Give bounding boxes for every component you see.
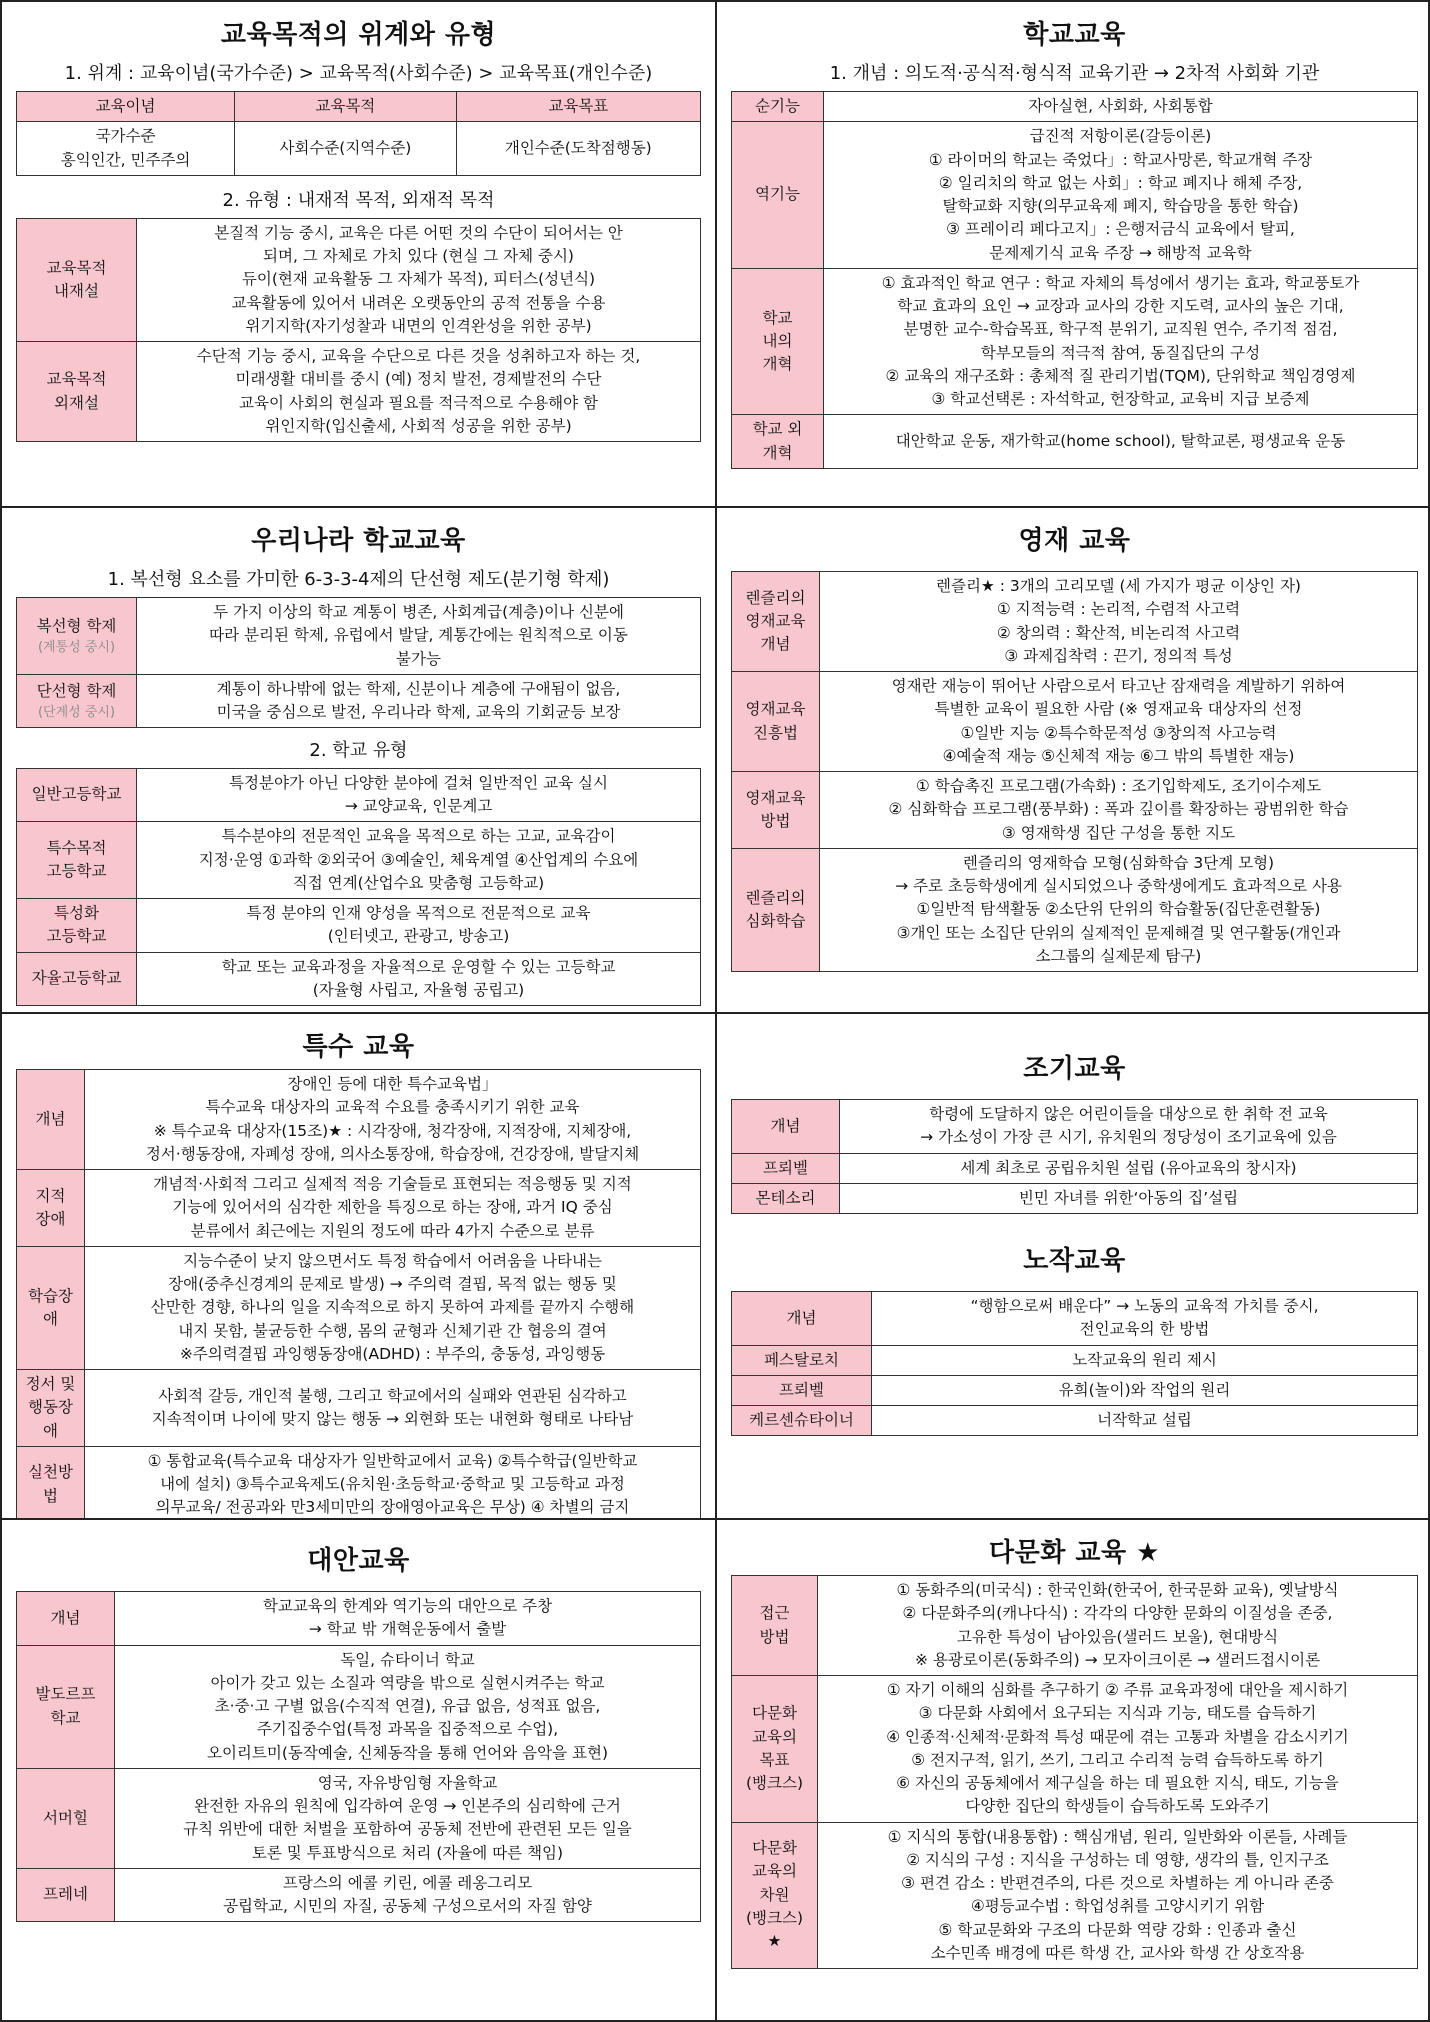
row-label: 실천방법 bbox=[17, 1446, 85, 1520]
table-row bbox=[17, 899, 701, 953]
table-row bbox=[732, 1375, 1418, 1405]
row-label: 다문화 교육의 차원 (뱅크스) ★ bbox=[732, 1822, 818, 1969]
table-row bbox=[17, 1070, 701, 1170]
table-row bbox=[17, 1246, 701, 1369]
panel-title: 교육목적의 위계와 유형 bbox=[220, 20, 497, 50]
row-text: 개념적·사회적 그리고 실제적 적응 기술들로 표현되는 적응행동 및 지적 기능에 있어서의 심각한 제한을 특징으로 하는 장애, 과거 IQ 중심 분류에서 최근에는 지원의 정도에 따라 4가지 수준으로 분류 bbox=[85, 1170, 701, 1247]
row-text: ① 통합교육(특수교육 대상자가 일반학교에서 교육) ②특수학급(일반학교 내에 설치) ③특수교육제도(유치원·초등학교·중학교 및 고등학교 과정 의무교육/ 전공과와 만3세미만의 장애영아교육은 무상) ④ 차별의 금지 bbox=[85, 1446, 701, 1520]
row-label: 일반고등학교 bbox=[17, 768, 137, 822]
table-row bbox=[17, 822, 701, 899]
row-text: 유희(놀이)와 작업의 원리 bbox=[872, 1375, 1418, 1405]
row-text: 빈민 자녀를 위한‘아동의 집’설립 bbox=[840, 1183, 1418, 1213]
row-label: 렌즐리의 영재교육 개념 bbox=[732, 572, 820, 672]
table-row bbox=[17, 1592, 701, 1646]
row-text: 독일, 슈타이너 학교 아이가 갖고 있는 소질과 역량을 밖으로 실현시켜주는 학교 초·중·고 구별 없음(수직적 연결), 유급 없음, 성적표 없음, 주기집중수업(특정 과목을 집중적으로 수업), 오이리트미(동작예술, 신체동작을 통해 언어와 음악을 표현) bbox=[115, 1645, 701, 1768]
panel-title: 대안교육 bbox=[307, 1546, 410, 1576]
row-label: 케르센슈타이너 bbox=[732, 1406, 872, 1436]
row-label: 특성화 고등학교 bbox=[17, 899, 137, 953]
row-label: 학습장애 bbox=[17, 1246, 85, 1369]
row-text: 대안학교 운동, 재가학교(home school), 탈학교론, 평생교육 운동 bbox=[824, 415, 1418, 469]
row-label: 교육목적 외재설 bbox=[17, 342, 137, 442]
row-text: ① 자기 이해의 심화를 추구하기 ② 주류 교육과정에 대안을 제시하기 ③ 다문화 사회에서 요구되는 지식과 기능, 태도를 습득하기 ④ 인종적·신체적·문화적 특성 때문에 겪는 고통과 차별을 감소시키기 ⑤ 전지구적, 읽기, 쓰기, 그리고 수리적 능력 습득하도록 하기 ⑥ 자신의 공동체에서 제구실을 하는 데 필요한 지식, 태도, 기능을 다양한 집단의 학생들이 습득하도록 도와주기 bbox=[818, 1676, 1418, 1823]
row-label: 페스탈로치 bbox=[732, 1345, 872, 1375]
row-text: 지능수준이 낮지 않으면서도 특정 학습에서 어려움을 나타내는 장애(중추신경계의 문제로 발생) → 주의력 결핍, 목적 없는 행동 및 산만한 경향, 하나의 일을 지속적으로 하지 못하여 과제를 끝까지 수행해 내지 못함, 불균등한 수행, 몸의 균형과 신체기관 간 협응의 결여 ※주의력결핍 과잉행동장애(ADHD) : 부주의, 충동성, 과잉행동 bbox=[85, 1246, 701, 1369]
gifted-table bbox=[731, 571, 1418, 972]
table-row bbox=[17, 1370, 701, 1447]
table-row bbox=[732, 1576, 1418, 1676]
multicultural-table bbox=[731, 1575, 1418, 1969]
row-label: 프뢰벨 bbox=[732, 1153, 840, 1183]
row-label: 몬테소리 bbox=[732, 1183, 840, 1213]
row-text: 학령에 도달하지 않은 어린이들을 대상으로 한 취학 전 교육 → 가소성이 가장 큰 시기, 유치원의 정당성이 조기교육에 있음 bbox=[840, 1100, 1418, 1154]
row-label: 개념 bbox=[732, 1100, 840, 1154]
row-text: 두 가지 이상의 학교 계통이 병존, 사회계급(계층)이나 신분에 따라 분리된 학제, 유럽에서 발달, 계통간에는 원칙적으로 이동 불가능 bbox=[137, 598, 701, 675]
table-header: 교육목표 bbox=[456, 92, 700, 122]
row-text: ① 지식의 통합(내용통합) : 핵심개념, 원리, 일반화와 이론들, 사례들 ② 지식의 구성 : 지식을 구성하는 데 영향, 생각의 틀, 인지구조 ③ 편견 감소 : 반편견주의, 다른 것으로 차별하는 게 아니라 존중 ④평등교수법 : 학업성취를 고양시키기 위함 ⑤ 학교문화와 구조의 다문화 역량 강화 : 인종과 출신 소수민족 배경에 따른 학생 간, 교사와 학생 간 상호작용 bbox=[818, 1822, 1418, 1969]
table-row bbox=[732, 122, 1418, 269]
row-label: 영재교육 방법 bbox=[732, 772, 820, 849]
table-row bbox=[732, 1153, 1418, 1183]
hierarchy-table bbox=[16, 91, 701, 176]
row-text: ① 효과적인 학교 연구 : 학교 자체의 특성에서 생기는 효과, 학교풍토가 학교 효과의 요인 → 교장과 교사의 강한 지도력, 교사의 높은 기대, 분명한 교수-학습목표, 학구적 분위기, 교직원 연수, 주기적 점검, 학부모들의 적극적 참여, 동질집단의 구성 ② 교육의 재구조화 : 총체적 질 관리기법(TQM), 단위학교 책임경영제 ③ 학교선택론 : 자석학교, 헌장학교, 교육비 지급 보증제 bbox=[824, 268, 1418, 415]
table-row bbox=[732, 1183, 1418, 1213]
row-text: 노작교육의 원리 제시 bbox=[872, 1345, 1418, 1375]
table-row bbox=[732, 572, 1418, 672]
panel-title: 특수 교육 bbox=[302, 1032, 415, 1062]
row-label: 발도르프 학교 bbox=[17, 1645, 115, 1768]
labor-education-table bbox=[731, 1291, 1418, 1436]
row-label bbox=[17, 674, 137, 728]
panel-multicultural-education bbox=[717, 1520, 1430, 2022]
row-label: 자율고등학교 bbox=[17, 952, 137, 1006]
row-text: “행함으로써 배운다” → 노동의 교육적 가치를 중시, 전인교육의 한 방법 bbox=[872, 1292, 1418, 1346]
row-label: 특수목적 고등학교 bbox=[17, 822, 137, 899]
type-line: 2. 유형 : 내재적 목적, 외재적 목적 bbox=[222, 189, 495, 211]
row-text: 프랑스의 에콜 키린, 에콜 레옹그리모 공립학교, 시민의 자질, 공동체 구성으로서의 자질 함양 bbox=[115, 1868, 701, 1922]
panel-title: 영재 교육 bbox=[1018, 526, 1131, 556]
school-function-table bbox=[731, 91, 1418, 469]
panel-title: 우리나라 학교교육 bbox=[251, 526, 466, 556]
row-text: 자아실현, 사회화, 사회통합 bbox=[824, 92, 1418, 122]
panel-korean-school-system bbox=[2, 508, 717, 1014]
row-label: 접근 방법 bbox=[732, 1576, 818, 1676]
panel-gifted-education bbox=[717, 508, 1430, 1014]
purpose-type-table bbox=[16, 218, 701, 442]
row-label: 개념 bbox=[17, 1592, 115, 1646]
table-row bbox=[17, 1446, 701, 1520]
table-row bbox=[732, 1345, 1418, 1375]
row-text: 수단적 기능 중시, 교육을 수단으로 다른 것을 성취하고자 하는 것, 미래생활 대비를 중시 (예) 정치 발전, 경제발전의 수단 교육이 사회의 현실과 필요를 적극적으로 수용해야 함 위인지학(입신출세, 사회적 성공을 위한 공부) bbox=[137, 342, 701, 442]
row-text: 특정 분야의 인재 양성을 목적으로 전문적으로 교육 (인터넷고, 관광고, 방송고) bbox=[137, 899, 701, 953]
table-cell: 사회수준(지역수준) bbox=[235, 122, 457, 176]
row-label: 역기능 bbox=[732, 122, 824, 269]
row-label: 렌즐리의 심화학습 bbox=[732, 848, 820, 971]
row-text: 세계 최초로 공립유치원 설립 (유아교육의 창시자) bbox=[840, 1153, 1418, 1183]
table-row bbox=[732, 772, 1418, 849]
table-row bbox=[732, 1292, 1418, 1346]
row-text: 본질적 기능 중시, 교육은 다른 어떤 것의 수단이 되어서는 안 되며, 그 자체로 가치 있다 (현실 그 자체 중시) 듀이(현재 교육활동 그 자체가 목적), 피터스(성년식) 교육활동에 있어서 내려온 오랫동안의 공적 전통을 수용 위기지학(자기성찰과 내면의 인격완성을 위한 공부) bbox=[137, 218, 701, 341]
row-text: 렌즐리의 영재학습 모형(심화학습 3단계 모형) → 주로 초등학생에게 실시되었으나 중학생에게도 효과적으로 사용 ①일반적 탐색활동 ②소단위 단위의 학습활동(집단훈련활동) ③개인 또는 소집단 단위의 실제적인 문제해결 및 연구활동(개인과 소그룹의 실제문제 탐구) bbox=[820, 848, 1418, 971]
row-label: 영재교육 진흥법 bbox=[732, 672, 820, 772]
panel-school-education bbox=[717, 2, 1430, 508]
row-text: 사회적 갈등, 개인적 불행, 그리고 학교에서의 실패와 연관된 심각하고 지속적이며 나이에 맞지 않는 행동 → 외현화 또는 내현화 형태로 나타남 bbox=[85, 1370, 701, 1447]
row-text: 특수분야의 전문적인 교육을 목적으로 하는 고교, 교육감이 지정·운영 ①과학 ②외국어 ③예술인, 체육계열 ④산업계의 수요에 직접 연계(산업수요 맞춤형 고등학교) bbox=[137, 822, 701, 899]
row-label bbox=[17, 598, 137, 675]
panel-title: 학교교육 bbox=[1023, 20, 1126, 50]
table-row bbox=[732, 415, 1418, 469]
table-cell: 국가수준 홍익인간, 민주주의 bbox=[17, 122, 235, 176]
table-header: 교육이념 bbox=[17, 92, 235, 122]
panel-education-purpose bbox=[2, 2, 717, 508]
concept-line: 1. 개념 : 의도적·공식적·형식적 교육기관 → 2차적 사회화 기관 bbox=[829, 63, 1320, 84]
row-label-main: 복선형 학제 bbox=[36, 616, 117, 635]
early-education-table bbox=[731, 1099, 1418, 1214]
table-row bbox=[17, 768, 701, 822]
special-table bbox=[16, 1069, 701, 1520]
alternative-table bbox=[16, 1591, 701, 1922]
row-text: 학교교육의 한계와 역기능의 대안으로 주창 → 학교 밖 개혁운동에서 출발 bbox=[115, 1592, 701, 1646]
panel-alternative-education bbox=[2, 1520, 717, 2022]
table-row bbox=[732, 1676, 1418, 1823]
table-row bbox=[732, 672, 1418, 772]
row-text: 영재란 재능이 뛰어난 사람으로서 타고난 잠재력을 계발하기 위하여 특별한 교육이 필요한 사람 (※ 영재교육 대상자의 선정 ①일반 지능 ②특수학문적성 ③창의적 사고능력 ④예술적 재능 ⑤신체적 재능 ⑥그 밖의 특별한 재능) bbox=[820, 672, 1418, 772]
row-label-sub: (계통성 중시) bbox=[37, 639, 116, 655]
row-text: 특정분야가 아닌 다양한 분야에 걸쳐 일반적인 교육 실시 → 교양교육, 인문계고 bbox=[137, 768, 701, 822]
row-text: 계통이 하나밖에 없는 학제, 신분이나 계층에 구애됨이 없음, 미국을 중심으로 발전, 우리나라 학제, 교육의 기회균등 보장 bbox=[137, 674, 701, 728]
row-text: 렌즐리★ : 3개의 고리모델 (세 가지가 평균 이상인 자) ① 지적능력 : 논리적, 수렴적 사고력 ② 창의력 : 확산적, 비논리적 사고력 ③ 과제집착력 : 끈기, 정의적 특성 bbox=[820, 572, 1418, 672]
table-row bbox=[732, 92, 1418, 122]
hierarchy-line: 1. 위계 : 교육이념(국가수준) > 교육목적(사회수준) > 교육목표(개인수준) bbox=[64, 63, 653, 84]
panel-title: 다문화 교육 ★ bbox=[989, 1538, 1160, 1568]
system-line: 1. 복선형 요소를 가미한 6-3-3-4제의 단선형 제도(분기형 학제) bbox=[107, 569, 610, 590]
table-row bbox=[17, 1868, 701, 1922]
row-text: ① 학습촉진 프로그램(가속화) : 조기입학제도, 조기이수제도 ② 심화학습 프로그램(풍부화) : 폭과 깊이를 확장하는 광범위한 학습 ③ 영재학생 집단 구성을 통한 지도 bbox=[820, 772, 1418, 849]
table-row bbox=[17, 1768, 701, 1868]
table-row bbox=[732, 1100, 1418, 1154]
school-type-line: 2. 학교 유형 bbox=[309, 739, 408, 761]
row-label: 지적 장애 bbox=[17, 1170, 85, 1247]
row-text: ① 동화주의(미국식) : 한국인화(한국어, 한국문화 교육), 옛날방식 ② 다문화주의(캐나다식) : 각각의 다양한 문화의 이질성을 존중, 고유한 특성이 남아있음(샐러드 보울), 현대방식 ※ 용광로이론(동화주의) → 모자이크이론 → 샐러드접시이론 bbox=[818, 1576, 1418, 1676]
table-row bbox=[732, 268, 1418, 415]
row-label: 정서 및 행동장애 bbox=[17, 1370, 85, 1447]
row-label: 학교 외 개혁 bbox=[732, 415, 824, 469]
table-cell: 개인수준(도착점행동) bbox=[456, 122, 700, 176]
row-label: 개념 bbox=[17, 1070, 85, 1170]
row-label-main: 단선형 학제 bbox=[36, 681, 117, 700]
table-row bbox=[732, 848, 1418, 971]
row-text: 너작학교 설립 bbox=[872, 1406, 1418, 1436]
row-text: 급진적 저항이론(갈등이론) ① 라이머의 학교는 죽었다」: 학교사망론, 학교개혁 주장 ② 일리치의 학교 없는 사회」: 학교 폐지나 해체 주장, 탈학교화 지향(의무교육제 폐지, 학습망을 통한 학습) ③ 프레이리 페다고지」: 은행저금식 교육에서 탈피, 문제제기식 교육 주장 → 해방적 교육학 bbox=[824, 122, 1418, 269]
row-label: 학교 내의 개혁 bbox=[732, 268, 824, 415]
row-label: 프레네 bbox=[17, 1868, 115, 1922]
row-label: 다문화 교육의 목표 (뱅크스) bbox=[732, 1676, 818, 1823]
row-label: 교육목적 내재설 bbox=[17, 218, 137, 341]
school-system-table bbox=[16, 597, 701, 728]
school-type-table bbox=[16, 768, 701, 1006]
row-text: 학교 또는 교육과정을 자율적으로 운영할 수 있는 고등학교 (자율형 사립고, 자율형 공립고) bbox=[137, 952, 701, 1006]
panel-title: 노작교육 bbox=[1023, 1246, 1126, 1276]
table-row bbox=[17, 952, 701, 1006]
row-label-sub: (단계성 중시) bbox=[37, 704, 116, 720]
table-header: 교육목적 bbox=[235, 92, 457, 122]
row-label: 개념 bbox=[732, 1292, 872, 1346]
row-text: 장애인 등에 대한 특수교육법」 특수교육 대상자의 교육적 수요를 충족시키기 위한 교육 ※ 특수교육 대상자(15조)★ : 시각장애, 청각장애, 지적장애, 지체장애, 정서·행동장애, 자폐성 장애, 의사소통장애, 학습장애, 건강장애, 발달지체 bbox=[85, 1070, 701, 1170]
row-label: 순기능 bbox=[732, 92, 824, 122]
table-row bbox=[732, 1406, 1418, 1436]
panel-title: 조기교육 bbox=[1023, 1054, 1126, 1084]
table-row bbox=[732, 1822, 1418, 1969]
table-row bbox=[17, 1645, 701, 1768]
row-label: 프뢰벨 bbox=[732, 1375, 872, 1405]
panel-special-education bbox=[2, 1014, 717, 1520]
row-text: 영국, 자유방임형 자율학교 완전한 자유의 원칙에 입각하여 운영 → 인본주의 심리학에 근거 규칙 위반에 대한 처벌을 포함하여 공동체 전반에 관련된 모든 일을 토론 및 투표방식으로 처리 (자율에 따른 책임) bbox=[115, 1768, 701, 1868]
panel-early-and-labor-education bbox=[717, 1014, 1430, 1520]
row-label: 서머힐 bbox=[17, 1768, 115, 1868]
table-row bbox=[17, 1170, 701, 1247]
